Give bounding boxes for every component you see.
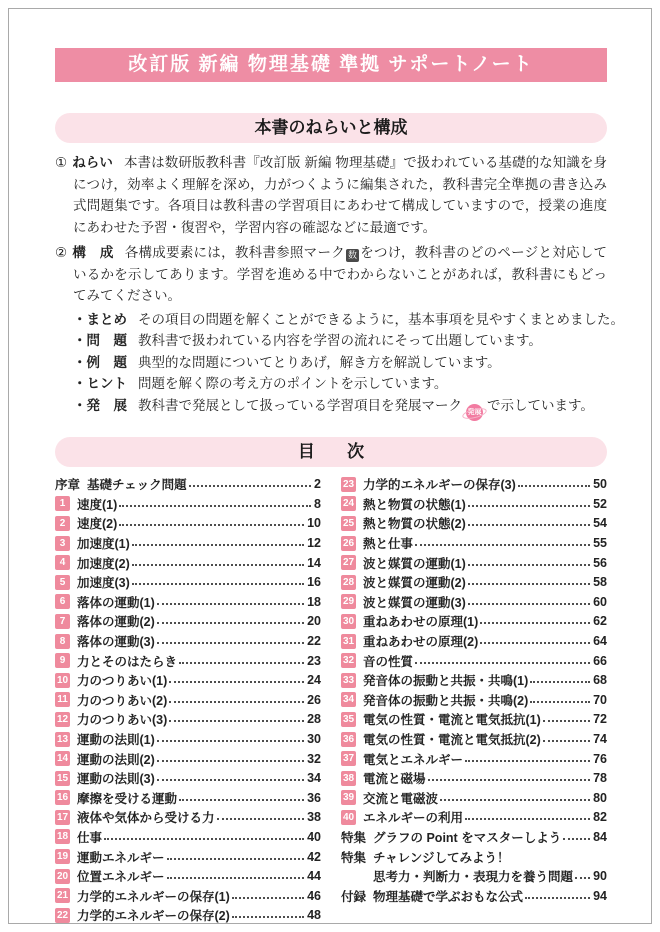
entry-title: 波と媒質の運動(1): [363, 556, 466, 571]
entry-title: 重ねあわせの原理(2): [363, 635, 479, 650]
chapter-number-badge: 6: [55, 594, 70, 609]
chapter-number-badge: 13: [56, 733, 69, 745]
entry-title: 加速度(3): [77, 576, 130, 591]
bullet-text: 教科書で発展として扱っている学習項目を発展マーク 発展 で示しています。: [138, 398, 594, 413]
dot-leader: [179, 799, 304, 801]
entry-page-number: 22: [307, 634, 321, 649]
dot-leader: [575, 877, 590, 879]
aim-label: ねらい: [72, 155, 113, 170]
chapter-number-badge: 5: [55, 575, 70, 590]
chapter-number-badge: 35: [342, 713, 355, 725]
entry-title: 液体や気体から受ける力: [77, 811, 215, 826]
aim-marker: ①: [55, 155, 68, 170]
bullet-label: ・例 題: [73, 354, 127, 370]
toc-entry: [55, 710, 321, 730]
chapter-number-badge: 31: [342, 635, 355, 647]
entry-page-number: 40: [307, 829, 321, 844]
chapter-number-badge: 3: [55, 536, 70, 551]
entry-title: 波と媒質の運動(3): [363, 595, 466, 610]
entry-page-number: 94: [593, 888, 607, 903]
entry-title: 速度(2): [77, 517, 118, 532]
toc-entry: [55, 494, 321, 514]
dot-leader: [415, 544, 590, 546]
chapter-number-badge: 4: [55, 555, 70, 570]
chapter-number-badge: 32: [342, 655, 355, 667]
toc-entry: [341, 847, 607, 867]
entry-title: 熱と物質の状態(2): [363, 517, 466, 532]
toc-entry: [341, 710, 607, 730]
chapter-number-badge: 19: [56, 851, 69, 863]
entry-page-number: 30: [307, 732, 321, 747]
entry-page-number: 20: [307, 614, 321, 629]
structure-bullet-list: [73, 309, 624, 421]
entry-page-number: 55: [593, 536, 607, 551]
toc-entry: [55, 768, 321, 788]
entry-page-number: 72: [593, 712, 607, 727]
toc-entry: [341, 866, 607, 886]
chapter-number-badge: 2: [55, 516, 70, 531]
bullet-label: ・まとめ: [73, 311, 127, 327]
toc-entry: [55, 651, 321, 671]
entry-title: 力のつりあい(1): [77, 674, 168, 689]
textbook-reference-icon: 数: [347, 250, 357, 260]
bullet-text: 問題を解く際の考え方のポイントを示しています。: [138, 376, 448, 391]
chapter-number-badge: 18: [56, 831, 69, 843]
toc-entry: [55, 788, 321, 808]
page-border: [8, 8, 652, 924]
entry-page-number: 38: [307, 810, 321, 825]
entry-title: 速度(1): [77, 497, 118, 512]
entry-title: 運動の法則(2): [77, 752, 155, 767]
entry-title: 思考力・判断力・表現力を養う問題: [373, 870, 574, 885]
structure-marker: ②: [55, 245, 68, 260]
structure-bullet: [73, 395, 607, 421]
structure-text-before: 各構成要素には，教科書参照マーク: [124, 245, 345, 260]
toc-entry: [341, 612, 607, 632]
entry-page-number: 84: [593, 829, 607, 844]
toc-entry: [55, 749, 321, 769]
entry-title: 電気の性質・電流と電気抵抗(2): [363, 733, 541, 748]
dot-leader: [169, 701, 304, 703]
dot-leader: [104, 838, 304, 840]
entry-title: 発音体の振動と共振・共鳴(1): [363, 674, 529, 689]
chapter-number-badge: 30: [342, 615, 355, 627]
dot-leader: [232, 897, 304, 899]
chapter-number-badge: 24: [342, 498, 355, 510]
chapter-number-badge: 36: [342, 733, 355, 745]
structure-text-after: をつけ，教科書のどのページと対応しているかを示してあります。学習を進める中でわからないことがあれば，教科書にもどってみてください。: [73, 245, 607, 303]
dot-leader: [530, 701, 590, 703]
structure-bullet: [73, 309, 624, 331]
dot-leader: [468, 524, 590, 526]
entry-page-number: 10: [307, 516, 321, 531]
table-of-contents: [55, 475, 607, 926]
dot-leader: [465, 818, 590, 820]
aim-paragraph: [55, 152, 607, 238]
entry-page-number: 32: [307, 751, 321, 766]
toc-entry: [341, 788, 607, 808]
toc-entry: [55, 827, 321, 847]
dot-leader: [119, 524, 304, 526]
toc-entry: [341, 651, 607, 671]
structure-bullet: [73, 330, 607, 352]
toc-entry: [341, 553, 607, 573]
entry-page-number: 46: [307, 888, 321, 903]
entry-title: 運動の法則(1): [77, 733, 155, 748]
entry-page-number: 76: [593, 751, 607, 766]
entry-page-number: 18: [307, 594, 321, 609]
entry-page-number: 90: [593, 869, 607, 884]
entry-title: チャレンジしてみよう！: [373, 850, 510, 865]
chapter-number-badge: 11: [55, 692, 70, 707]
entry-title: 力学的エネルギーの保存(3): [363, 478, 516, 493]
bullet-text: 教科書で扱われている内容を学習の流れにそって出題しています。: [138, 333, 542, 348]
entry-title: 基礎チェック問題: [87, 478, 187, 493]
entry-title: 落体の運動(1): [77, 595, 155, 610]
toc-entry: [341, 572, 607, 592]
dot-leader: [157, 622, 304, 624]
chapter-number-badge: 27: [342, 557, 355, 569]
toc-entry: [55, 475, 321, 495]
dot-leader: [169, 681, 304, 683]
entry-title: 交流と電磁波: [363, 791, 439, 806]
entry-prefix: 特集: [341, 830, 367, 845]
toc-entry: [341, 475, 607, 495]
entry-title: 物理基礎で学ぶおもな公式: [373, 889, 524, 904]
toc-entry: [55, 866, 321, 886]
entry-page-number: 60: [593, 594, 607, 609]
toc-entry: [341, 494, 607, 514]
entry-title: 運動エネルギー: [77, 850, 165, 865]
structure-paragraph: [55, 242, 607, 307]
chapter-number-badge: 34: [342, 694, 355, 706]
chapter-number-badge: 37: [342, 753, 355, 765]
page-content: [55, 9, 624, 925]
entry-title: 力のつりあい(2): [77, 693, 168, 708]
entry-title: 電流と磁場: [363, 772, 426, 787]
entry-page-number: 52: [593, 496, 607, 511]
entry-page-number: 28: [307, 712, 321, 727]
entry-page-number: 42: [307, 849, 321, 864]
toc-entry: [341, 631, 607, 651]
dot-leader: [480, 642, 590, 644]
chapter-number-badge: 38: [342, 772, 355, 784]
entry-page-number: 66: [593, 653, 607, 668]
entry-title: 力学的エネルギーの保存(1): [77, 889, 230, 904]
toc-entry: [55, 847, 321, 867]
entry-page-number: 54: [593, 516, 607, 531]
toc-entry: [55, 690, 321, 710]
toc-entry: [341, 670, 607, 690]
dot-leader: [563, 838, 590, 840]
toc-entry: [55, 533, 321, 553]
entry-title: 電気の性質・電流と電気抵抗(1): [363, 713, 541, 728]
entry-page-number: 74: [593, 732, 607, 747]
chapter-number-badge: 23: [342, 478, 355, 490]
dot-leader: [119, 505, 311, 507]
entry-title: 波と媒質の運動(2): [363, 576, 466, 591]
entry-title: 加速度(1): [77, 537, 130, 552]
entry-page-number: 50: [593, 477, 607, 492]
dot-leader: [465, 760, 590, 762]
toc-entry: [55, 612, 321, 632]
bullet-label: ・問 題: [73, 333, 127, 348]
chapter-number-badge: 16: [56, 792, 69, 804]
entry-title: 力とそのはたらき: [77, 654, 178, 669]
entry-page-number: 23: [307, 653, 321, 668]
entry-title: 落体の運動(3): [77, 635, 155, 650]
chapter-number-badge: 8: [55, 634, 70, 649]
entry-page-number: 12: [307, 536, 321, 551]
toc-entry: [341, 886, 607, 906]
toc-entry: [341, 749, 607, 769]
dot-leader: [428, 779, 591, 781]
entry-page-number: 8: [314, 496, 321, 511]
entry-title: 電気とエネルギー: [363, 752, 464, 767]
dot-leader: [157, 779, 304, 781]
dot-leader: [132, 583, 304, 585]
toc-column-left: [55, 475, 321, 926]
chapter-number-badge: 14: [56, 753, 69, 765]
aim-text: 本書は数研版教科書『改訂版 新編 物理基礎』で扱われている基礎的な知識を身につけ，効率よく理解を深め，力がつくように編集された，教科書完全準拠の書き込み式問題集です。各項目は教科書の学習項目にあわせて構成していますので，授業の進度にあわせた予習・復習や，学習内容の確認などに最適です。: [73, 155, 607, 235]
structure-bullet: [73, 373, 607, 395]
dot-leader: [169, 720, 304, 722]
entry-page-number: 44: [307, 869, 321, 884]
dot-leader: [157, 740, 304, 742]
intro-heading: 本書のねらいと構成: [55, 113, 607, 143]
entry-title: 仕事: [77, 830, 103, 845]
chapter-number-badge: 25: [342, 517, 355, 529]
entry-page-number: 62: [593, 614, 607, 629]
entry-title: グラフの Point をマスターしよう: [373, 830, 562, 845]
toc-entry: [55, 553, 321, 573]
toc-entry: [341, 768, 607, 788]
toc-entry: [55, 592, 321, 612]
dot-leader: [132, 564, 304, 566]
dot-leader: [530, 681, 590, 683]
entry-prefix: 付録: [341, 889, 367, 904]
entry-title: 熱と物質の状態(1): [363, 497, 466, 512]
dot-leader: [217, 818, 305, 820]
entry-title: 運動の法則(3): [77, 772, 155, 787]
dot-leader: [179, 662, 304, 664]
toc-entry: [55, 572, 321, 592]
entry-page-number: 80: [593, 790, 607, 805]
entry-title: 重ねあわせの原理(1): [363, 615, 479, 630]
dot-leader: [157, 603, 304, 605]
toc-heading: 目 次: [55, 437, 607, 467]
dot-leader: [157, 642, 304, 644]
chapter-number-badge: 9: [55, 653, 70, 668]
toc-entry: [341, 690, 607, 710]
entry-page-number: 34: [307, 771, 321, 786]
toc-entry: [341, 514, 607, 534]
structure-bullet: [73, 352, 607, 374]
bullet-text: 典型的な問題についてとりあげ，解き方を解説しています。: [138, 354, 501, 370]
dot-leader: [415, 662, 590, 664]
entry-page-number: 70: [593, 692, 607, 707]
toc-entry: [341, 592, 607, 612]
entry-title: 位置エネルギー: [77, 870, 165, 885]
toc-entry: [55, 886, 321, 906]
entry-page-number: 14: [307, 555, 321, 570]
toc-entry: [55, 906, 321, 926]
entry-title: 音の性質: [363, 654, 414, 669]
entry-prefix: 特集: [341, 850, 367, 865]
toc-entry: [55, 729, 321, 749]
bullet-text: その項目の問題を解くことができるように，基本事項を見やすくまとめました。: [138, 311, 624, 327]
dot-leader: [468, 603, 590, 605]
entry-title: 熱と仕事: [363, 537, 414, 552]
entry-page-number: 2: [314, 477, 321, 492]
dot-leader: [189, 485, 311, 487]
bullet-label: ・発 展: [73, 397, 127, 413]
bullet-label: ・ヒント: [73, 376, 127, 391]
entry-page-number: 68: [593, 673, 607, 688]
entry-title: エネルギーの利用: [363, 811, 464, 826]
dot-leader: [543, 720, 590, 722]
entry-title: 力のつりあい(3): [77, 713, 168, 728]
toc-entry: [55, 631, 321, 651]
dot-leader: [232, 916, 304, 918]
entry-title: 加速度(2): [77, 556, 130, 571]
entry-title: 力学的エネルギーの保存(2): [77, 909, 230, 924]
chapter-number-badge: 33: [342, 674, 355, 686]
chapter-number-badge: 20: [56, 870, 69, 882]
structure-label: 構 成: [72, 245, 114, 260]
dot-leader: [543, 740, 590, 742]
entry-page-number: 48: [307, 908, 321, 923]
chapter-number-badge: 15: [56, 772, 69, 784]
dot-leader: [518, 485, 590, 487]
dot-leader: [468, 564, 590, 566]
chapter-number-badge: 21: [56, 890, 69, 902]
toc-entry: [341, 827, 607, 847]
entry-page-number: 64: [593, 634, 607, 649]
toc-entry: [55, 670, 321, 690]
chapter-number-badge: 28: [342, 576, 355, 588]
entry-page-number: 24: [307, 673, 321, 688]
entry-prefix: 序章: [55, 478, 81, 493]
chapter-number-badge: 39: [342, 792, 355, 804]
chapter-number-badge: 1: [55, 496, 70, 511]
entry-title: 落体の運動(2): [77, 615, 155, 630]
entry-title: 発音体の振動と共振・共鳴(2): [363, 693, 529, 708]
entry-page-number: 16: [307, 575, 321, 590]
entry-page-number: 58: [593, 575, 607, 590]
toc-entry: [341, 808, 607, 828]
dot-leader: [468, 505, 590, 507]
entry-page-number: 26: [307, 692, 321, 707]
dot-leader: [167, 877, 305, 879]
advanced-topic-icon: 発展: [466, 404, 483, 421]
chapter-number-badge: 22: [56, 909, 69, 921]
toc-entry: [341, 533, 607, 553]
toc-column-right: [341, 475, 607, 926]
entry-title: 摩擦を受ける運動: [77, 791, 178, 806]
toc-entry: [55, 514, 321, 534]
entry-page-number: 78: [593, 771, 607, 786]
dot-leader: [157, 760, 304, 762]
dot-leader: [468, 583, 590, 585]
dot-leader: [525, 897, 590, 899]
chapter-number-badge: 26: [342, 537, 355, 549]
chapter-number-badge: 40: [342, 811, 355, 823]
dot-leader: [440, 799, 590, 801]
chapter-number-badge: 7: [55, 614, 70, 629]
chapter-number-badge: 29: [342, 596, 355, 608]
dot-leader: [167, 858, 305, 860]
toc-entry: [55, 808, 321, 828]
entry-page-number: 82: [593, 810, 607, 825]
chapter-number-badge: 17: [56, 811, 69, 823]
dot-leader: [480, 622, 590, 624]
dot-leader: [132, 544, 304, 546]
entry-page-number: 56: [593, 555, 607, 570]
chapter-number-badge: 12: [56, 713, 69, 725]
book-title-banner: 改訂版 新編 物理基礎 準拠 サポートノート: [55, 48, 607, 82]
entry-page-number: 36: [307, 790, 321, 805]
chapter-number-badge: 10: [56, 674, 69, 686]
toc-entry: [341, 729, 607, 749]
